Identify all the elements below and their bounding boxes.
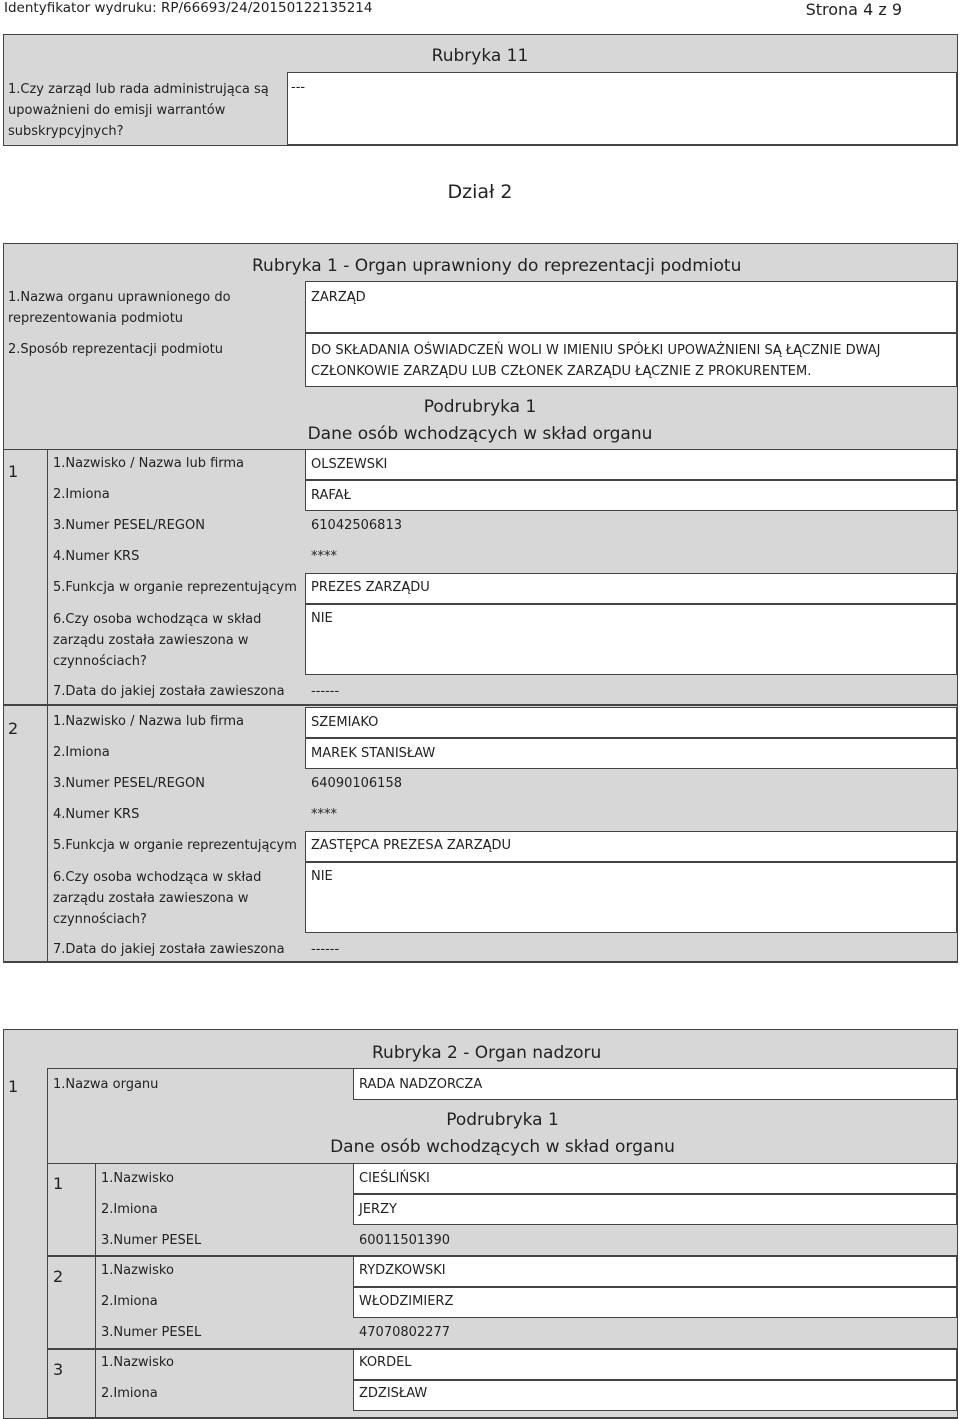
rubryka2-index: 1 xyxy=(8,1077,19,1096)
podrubryka1-subtitle: Dane osób wchodzących w skład organu xyxy=(307,424,653,444)
rubryka2-podrubryka-subtitle: Dane osób wchodzących w skład organu xyxy=(330,1137,675,1157)
m3-label-imiona: 2.Imiona xyxy=(101,1386,158,1401)
p1-zawieszona: NIE xyxy=(311,611,333,626)
p1-zawieszona-box xyxy=(305,604,957,675)
m1-imiona: JERZY xyxy=(359,1202,397,1217)
page-number: Strona 4 z 9 xyxy=(805,0,902,19)
m3-label-nazwisko: 1.Nazwisko xyxy=(101,1355,174,1370)
rubryka11-q1-value-box xyxy=(287,72,957,145)
m2-label-nazwisko: 1.Nazwisko xyxy=(101,1263,174,1278)
m1-imiona-box xyxy=(353,1194,957,1225)
m3-nazwisko-box xyxy=(353,1349,957,1380)
rubryka1-f2-value: DO SKŁADANIA OŚWIADCZEŃ WOLI W IMIENIU SPÓŁKI UPOWAŻNIENI SĄ ŁĄCZNIE DWAJ CZŁONKOWIE ZARZĄDU LUB CZŁONEK ZARZĄDU ŁĄCZNIE Z PROKURENTEM. xyxy=(311,343,881,379)
p2-label-nazwisko: 1.Nazwisko / Nazwa lub firma xyxy=(53,714,245,729)
p1-pesel: 61042506813 xyxy=(311,518,402,533)
p1-imiona: RAFAŁ xyxy=(311,488,351,503)
p1-krs: **** xyxy=(311,549,337,564)
rubryka2-nazwa-value: RADA NADZORCZA xyxy=(359,1077,483,1092)
member-index-2: 2 xyxy=(53,1267,64,1286)
m2-nazwisko: RYDZKOWSKI xyxy=(359,1263,446,1278)
p2-nazwisko-box xyxy=(305,707,957,738)
p2-pesel: 64090106158 xyxy=(311,776,402,791)
rubryka2-title: Rubryka 2 - Organ nadzoru xyxy=(372,1043,602,1063)
m1-nazwisko-box xyxy=(353,1163,957,1194)
rubryka1-title: Rubryka 1 - Organ uprawniony do reprezentacji podmiotu xyxy=(252,256,742,276)
p1-label-krs: 4.Numer KRS xyxy=(53,549,140,564)
p2-zawieszona-box xyxy=(305,862,957,933)
p2-data: ------ xyxy=(311,942,340,957)
m1-label-nazwisko: 1.Nazwisko xyxy=(101,1171,174,1186)
rubryka1-f1-label: 1.Nazwa organu uprawnionego do reprezentowania podmiotu xyxy=(8,290,231,326)
p1-label-zawieszona: 6.Czy osoba wchodząca w skład zarządu została zawieszona w czynnościach? xyxy=(53,612,262,669)
p1-label-imiona: 2.Imiona xyxy=(53,487,110,502)
m3-imiona: ZDZISŁAW xyxy=(359,1386,428,1401)
p1-nazwisko-box xyxy=(305,449,957,480)
p2-label-zawieszona: 6.Czy osoba wchodząca w skład zarządu została zawieszona w czynnościach? xyxy=(53,870,262,927)
p1-nazwisko: OLSZEWSKI xyxy=(311,457,388,472)
rubryka11-q1-label: 1.Czy zarząd lub rada administrująca są upoważnieni do emisji warrantów subskrypcyjnych? xyxy=(8,82,269,139)
m3-imiona-box xyxy=(353,1380,957,1411)
p1-imiona-box xyxy=(305,480,957,511)
p1-label-nazwisko: 1.Nazwisko / Nazwa lub firma xyxy=(53,456,245,471)
p2-label-imiona: 2.Imiona xyxy=(53,745,110,760)
member-index-3: 3 xyxy=(53,1360,64,1379)
p2-funkcja: ZASTĘPCA PREZESA ZARZĄDU xyxy=(311,838,512,853)
rubryka2-nazwa-label: 1.Nazwa organu xyxy=(53,1077,159,1092)
rubryka11-q1-value: --- xyxy=(291,80,306,95)
m1-pesel: 60011501390 xyxy=(359,1233,450,1248)
p2-label-pesel: 3.Numer PESEL/REGON xyxy=(53,776,205,791)
person-index-1: 1 xyxy=(8,462,19,481)
rubryka1-f1-value: ZARZĄD xyxy=(311,290,366,305)
p2-label-data: 7.Data do jakiej została zawieszona xyxy=(53,942,285,957)
m2-label-pesel: 3.Numer PESEL xyxy=(101,1325,202,1340)
print-id: Identyfikator wydruku: RP/66693/24/20150122135214 xyxy=(4,0,373,16)
p1-label-data: 7.Data do jakiej została zawieszona xyxy=(53,684,285,699)
rubryka11-title: Rubryka 11 xyxy=(431,46,529,66)
m1-label-pesel: 3.Numer PESEL xyxy=(101,1233,202,1248)
p2-zawieszona: NIE xyxy=(311,869,333,884)
p1-label-funkcja: 5.Funkcja w organie reprezentującym xyxy=(53,580,297,595)
rubryka1-f1-value-box xyxy=(305,281,957,333)
p2-nazwisko: SZEMIAKO xyxy=(311,715,379,730)
p2-label-funkcja: 5.Funkcja w organie reprezentującym xyxy=(53,838,297,853)
dzial-title: Dział 2 xyxy=(447,181,513,203)
m1-label-imiona: 2.Imiona xyxy=(101,1202,158,1217)
podrubryka1-title: Podrubryka 1 xyxy=(423,397,537,417)
p1-funkcja: PREZES ZARZĄDU xyxy=(311,580,430,595)
m1-nazwisko: CIEŚLIŃSKI xyxy=(359,1171,430,1186)
p2-krs: **** xyxy=(311,807,337,822)
p2-imiona: MAREK STANISŁAW xyxy=(311,746,436,761)
rubryka2-podrubryka-title: Podrubryka 1 xyxy=(446,1110,559,1130)
person-index-2: 2 xyxy=(8,719,19,738)
m3-nazwisko: KORDEL xyxy=(359,1355,412,1370)
m2-imiona: WŁODZIMIERZ xyxy=(359,1294,454,1309)
m2-pesel: 47070802277 xyxy=(359,1325,450,1340)
p1-label-pesel: 3.Numer PESEL/REGON xyxy=(53,518,205,533)
m2-label-imiona: 2.Imiona xyxy=(101,1294,158,1309)
member-index-1: 1 xyxy=(53,1174,64,1193)
p2-label-krs: 4.Numer KRS xyxy=(53,807,140,822)
p1-data: ------ xyxy=(311,684,340,699)
rubryka1-f2-label: 2.Sposób reprezentacji podmiotu xyxy=(8,342,223,357)
